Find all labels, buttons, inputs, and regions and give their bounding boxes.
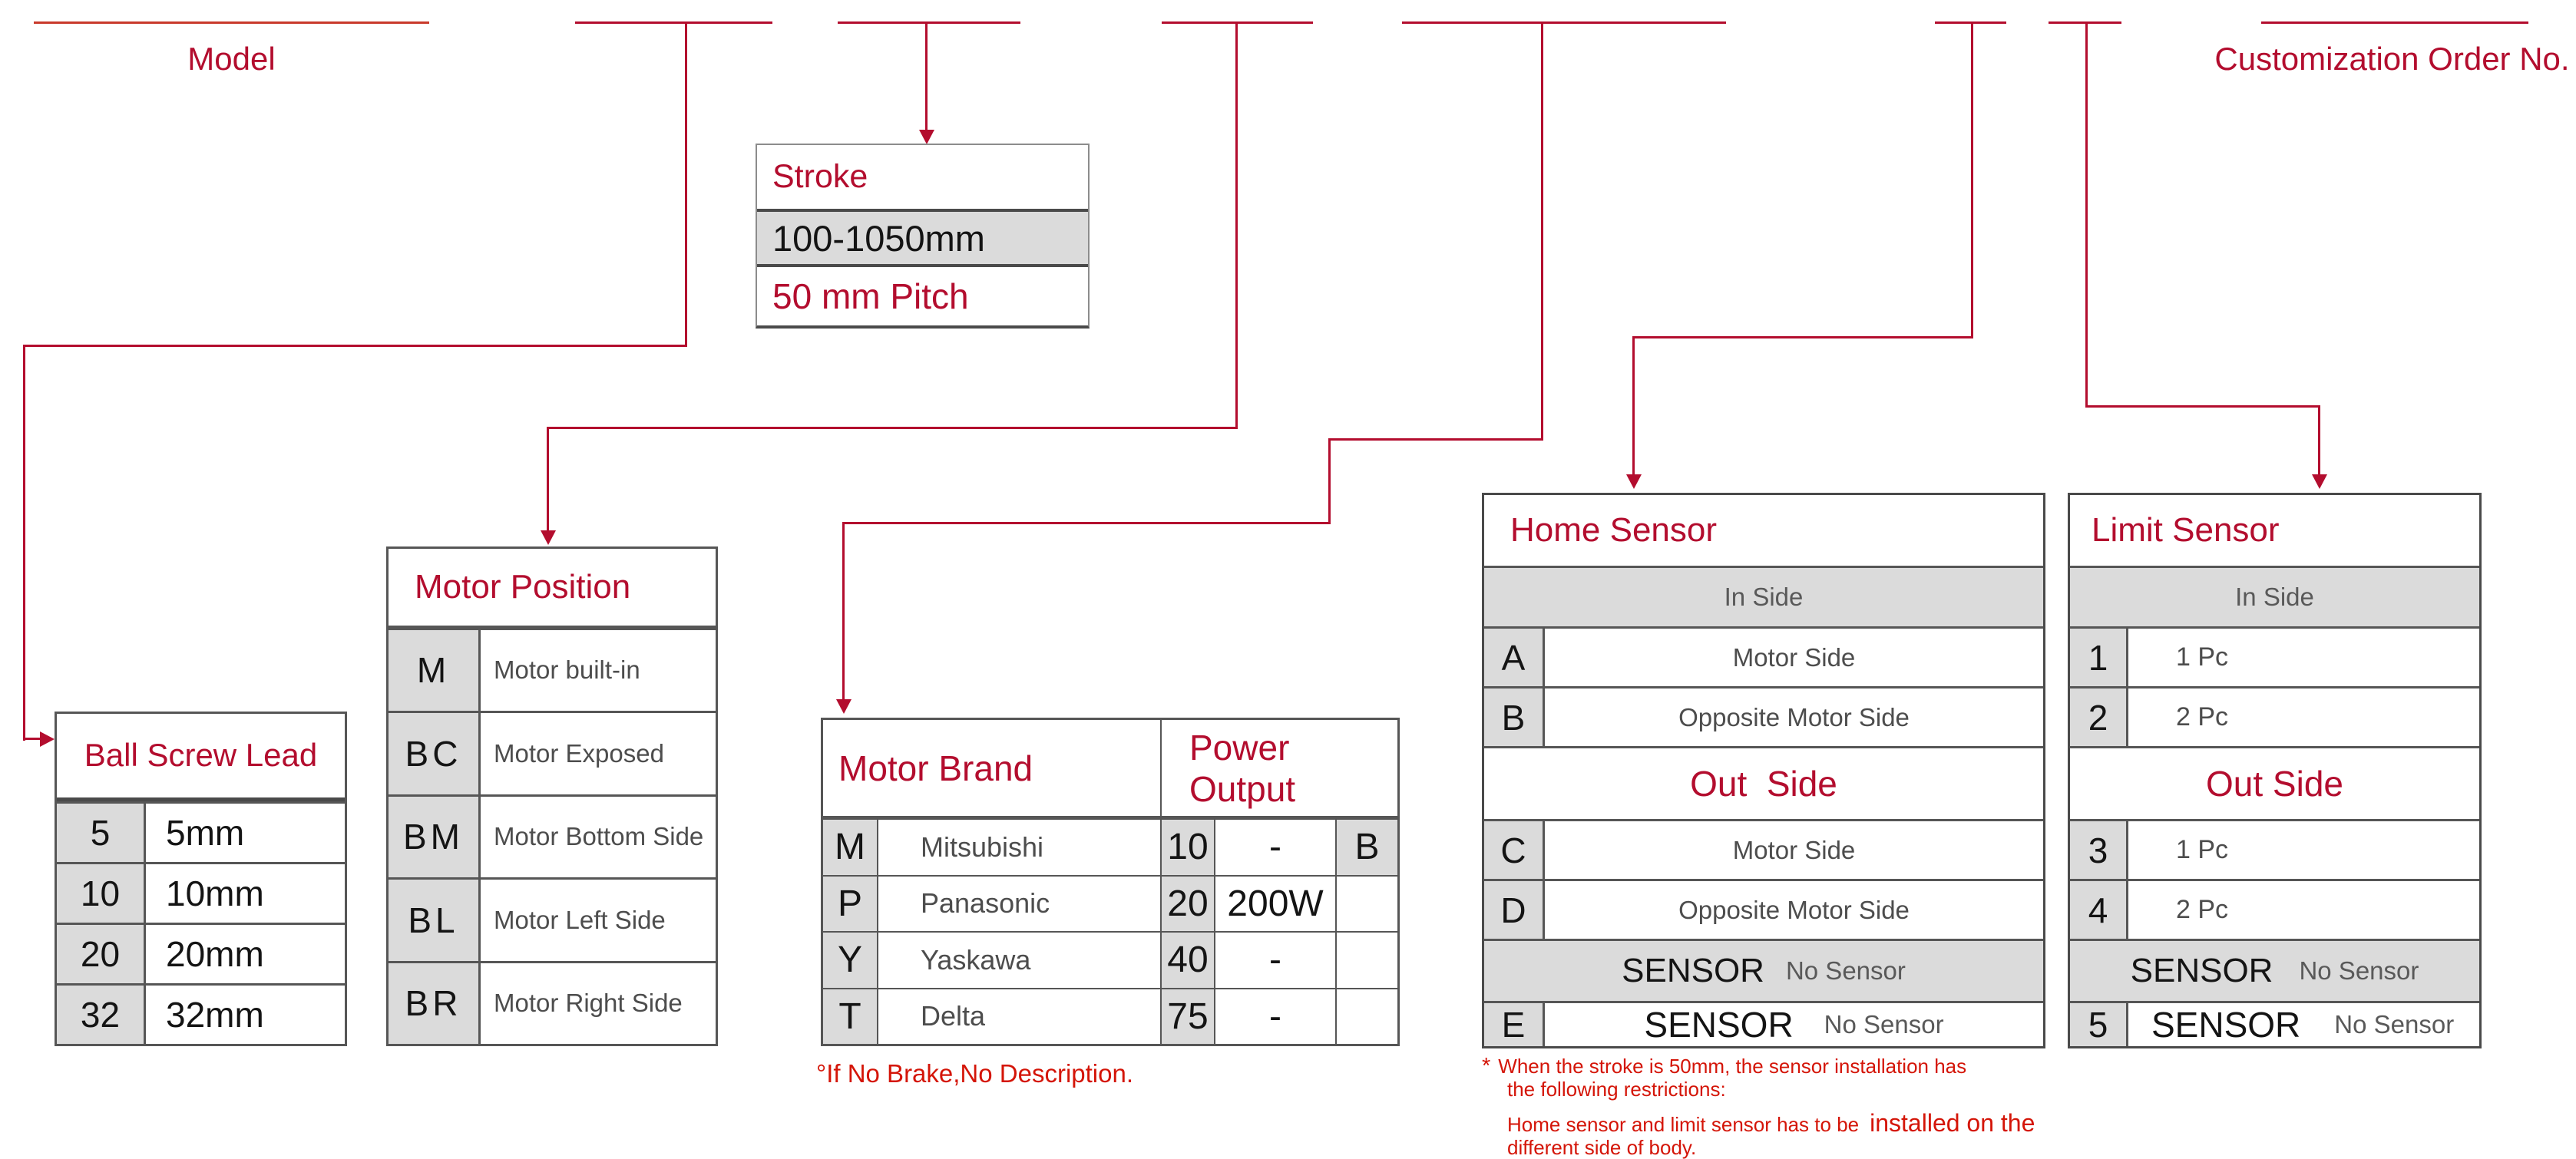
table-row [1484,821,2043,881]
power-code: 75 [1162,989,1215,1044]
brand-code: M [823,820,878,874]
footnote-text: Home sensor and limit sensor has to be [1507,1113,1860,1136]
footnote-text-large: installed on the [1870,1109,2035,1137]
connector-limit-sensor [2085,21,2088,408]
brand-name: Mitsubishi [878,820,1162,874]
model-code-segment-stroke [838,21,1020,24]
sensor-code: E [1484,1003,1545,1046]
footnote-line [1482,1111,2035,1136]
position-code: M [389,630,481,712]
power-value: - [1215,933,1337,987]
position-value: Motor built-in [494,655,640,685]
position-value: Motor Exposed [494,738,664,768]
lead-value: 20mm [166,933,264,974]
lead-code: 10 [57,864,146,923]
connector-stroke [925,21,928,134]
motor-position-table [386,546,718,1046]
sensor-code: C [1484,821,1545,879]
table-row [2070,1003,2479,1046]
position-code: BC [389,713,481,794]
lead-value: 10mm [166,873,264,913]
table-row [57,862,345,923]
brand-name: Delta [878,989,1162,1044]
table-row [823,875,1397,931]
brand-name: Panasonic [878,877,1162,931]
motor-position-title: Motor Position [389,549,716,628]
lead-value: 32mm [166,994,264,1035]
sensor-value: 1 Pc [2176,835,2229,864]
sensor-code: 5 [2070,1003,2128,1046]
ball-screw-lead-table [55,712,347,1046]
power-value: - [1215,820,1337,874]
model-code-segment-model [34,21,429,24]
sensor-code: A [1484,629,1545,686]
motor-brand-title: Motor Brand [823,720,1162,816]
model-label: Model [187,41,276,77]
connector-motor-brand [842,522,1331,524]
no-sensor-word: No Sensor [2299,956,2419,985]
down-arrowhead-icon [1626,474,1642,489]
lead-code: 5 [57,804,146,862]
sensor-word: SENSOR [1622,952,1764,989]
out-side-band: Out Side [2070,748,2479,821]
model-code-segment-motor-brand [1402,21,1726,24]
power-code: 20 [1162,877,1215,931]
motor-brand-table [821,718,1400,1046]
brand-name: Yaskawa [878,933,1162,987]
power-code: 40 [1162,933,1215,987]
connector-motor-brand [842,522,845,702]
brand-code: Y [823,933,878,987]
table-row [823,988,1397,1044]
stroke-table-title: Stroke [757,145,1088,212]
position-code: BM [389,797,481,878]
model-code-segment-custom-order [2261,21,2528,24]
in-side-band: In Side [1484,568,2043,629]
position-code: BL [389,880,481,961]
limit-sensor-title: Limit Sensor [2070,495,2479,568]
sensor-value [2128,1003,2479,1046]
connector-home-sensor [1971,21,1973,338]
no-sensor-band [1484,941,2043,1003]
sensor-word: SENSOR [2151,1005,2301,1045]
down-arrowhead-icon [2312,474,2327,489]
customization-order-label: Customization Order No. [2214,41,2570,77]
no-sensor-word: No Sensor [1785,956,1906,985]
table-row [1484,629,2043,688]
sensor-code: 2 [2070,688,2128,746]
stroke-range-cell: 100-1050mm [757,212,1088,267]
out-side-band: Out Side [1484,748,2043,821]
home-sensor-table [1482,493,2045,1048]
stroke-table [756,144,1090,329]
footnote-line: different side of body. [1507,1136,1697,1159]
connector-motor-position [547,427,549,533]
sensor-code: B [1484,688,1545,746]
power-code: 10 [1162,820,1215,874]
home-sensor-title: Home Sensor [1484,495,2043,568]
table-row [389,877,716,961]
no-sensor-word: No Sensor [2334,1010,2455,1038]
sensor-value: 2 Pc [2176,702,2229,731]
sensor-word: SENSOR [1644,1005,1794,1045]
no-sensor-band [2070,941,2479,1003]
table-row [1484,688,2043,748]
stroke-50mm-footnote [1482,1055,2035,1159]
motor-brand-header-row [823,720,1397,818]
brake-code: B [1337,820,1397,874]
brand-code: P [823,877,878,931]
position-value: Motor Left Side [494,905,666,934]
footnote-text: When the stroke is 50mm, the sensor installation has [1498,1055,1967,1078]
table-row [57,801,345,862]
connector-motor-position [547,427,1238,429]
table-row [1484,881,2043,941]
brake-code [1337,989,1397,1044]
sensor-code: 4 [2070,881,2128,939]
down-arrowhead-icon [541,530,556,545]
table-row [823,818,1397,874]
connector-motor-brand [1328,438,1331,524]
footnote-line: the following restrictions: [1507,1078,1726,1101]
position-value: Motor Bottom Side [494,822,704,851]
stroke-pitch-cell: 50 mm Pitch [772,276,969,316]
sensor-value [1545,1003,2043,1046]
position-code: BR [389,963,481,1045]
footnote-line [1482,1055,2035,1078]
sensor-value: Motor Side [1732,835,1856,864]
table-row [57,923,345,983]
sensor-value: Opposite Motor Side [1678,702,1910,731]
power-value: - [1215,989,1337,1044]
in-side-band: In Side [2070,568,2479,629]
connector-motor-brand [1541,21,1543,441]
connector-ball-screw [23,345,25,741]
table-row [57,983,345,1044]
table-row [1484,1003,2043,1046]
brake-code [1337,933,1397,987]
table-row [389,628,716,712]
connector-ball-screw [685,21,687,347]
sensor-value: Opposite Motor Side [1678,895,1910,924]
table-row [2070,629,2479,688]
down-arrowhead-icon [836,699,852,714]
table-row [389,711,716,794]
table-row [389,794,716,878]
sensor-code: 3 [2070,821,2128,879]
power-value: 200W [1215,877,1337,931]
asterisk-icon: * [1482,1054,1491,1078]
brand-code: T [823,989,878,1044]
sensor-code: D [1484,881,1545,939]
down-arrowhead-icon [919,130,934,144]
table-row [2070,881,2479,941]
connector-home-sensor [1632,336,1635,477]
table-row [2070,688,2479,748]
limit-sensor-table [2068,493,2482,1048]
position-value: Motor Right Side [494,989,683,1018]
connector-ball-screw [23,345,687,347]
sensor-value: Motor Side [1732,642,1856,672]
lead-code: 20 [57,925,146,983]
model-code-segment-ball-screw [575,21,772,24]
connector-home-sensor [1632,336,1973,338]
power-output-title: Power Output [1189,727,1296,809]
connector-limit-sensor [2318,405,2320,477]
right-arrowhead-icon [40,731,55,747]
sensor-value: 1 Pc [2176,642,2229,672]
table-row [2070,821,2479,881]
connector-motor-position [1235,21,1238,429]
table-row [823,931,1397,987]
no-brake-note: °If No Brake,No Description. [816,1059,1134,1088]
sensor-value: 2 Pc [2176,895,2229,924]
brake-code [1337,877,1397,931]
sensor-word: SENSOR [2130,952,2273,989]
lead-value: 5mm [166,812,245,853]
ball-screw-lead-title: Ball Screw Lead [57,714,345,801]
connector-motor-brand [1328,438,1543,441]
sensor-code: 1 [2070,629,2128,686]
lead-code: 32 [57,986,146,1044]
table-row [389,961,716,1045]
connector-limit-sensor [2085,405,2320,408]
no-sensor-word: No Sensor [1824,1010,1944,1038]
